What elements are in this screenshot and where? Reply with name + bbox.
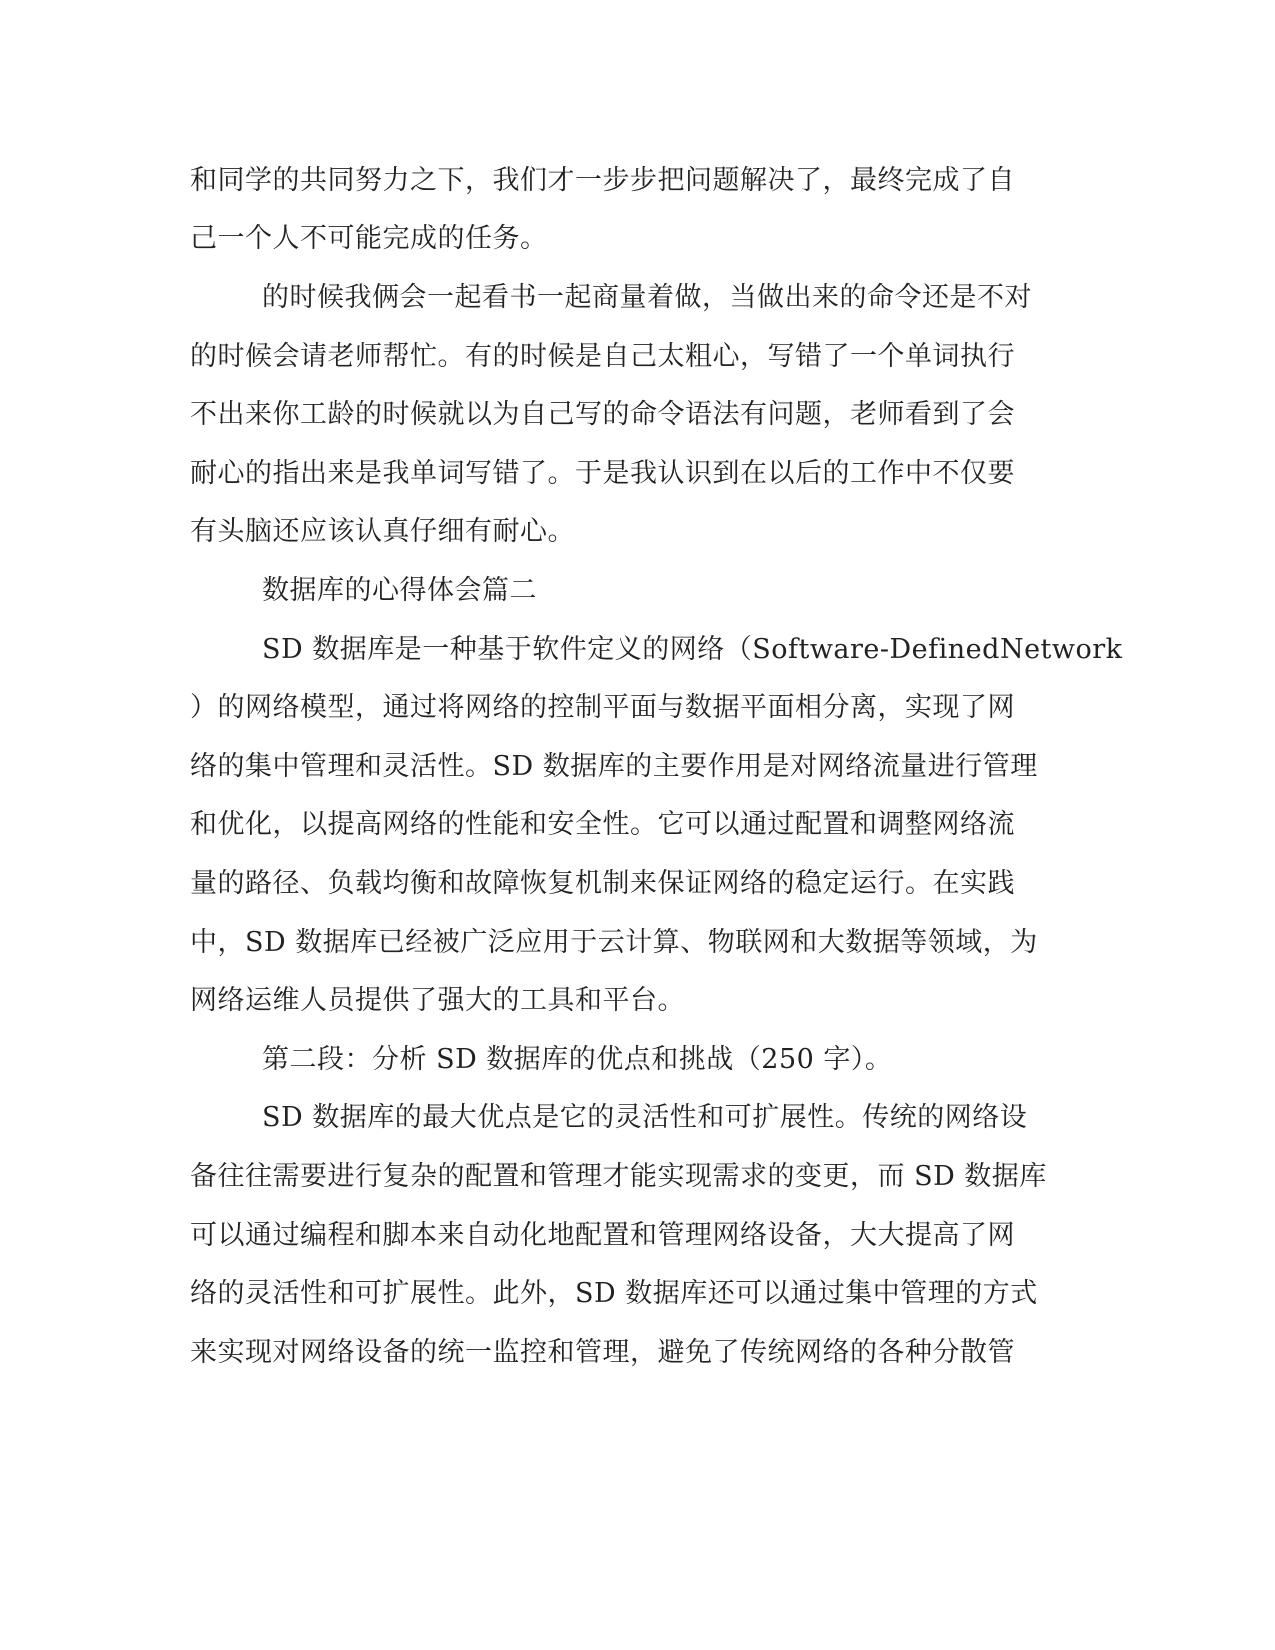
text-line: 来实现对网络设备的统一监控和管理，避免了传统网络的各种分散管 xyxy=(190,1337,1015,1368)
text-line: 的时候我俩会一起看书一起商量着做，当做出来的命令还是不对 xyxy=(262,282,1032,313)
text-line: SD 数据库的最大优点是它的灵活性和可扩展性。传统的网络设 xyxy=(262,1102,1028,1133)
text-line: 和同学的共同努力之下，我们才一步步把问题解决了，最终完成了自 xyxy=(190,165,1015,196)
text-line: 络的灵活性和可扩展性。此外，SD 数据库还可以通过集中管理的方式 xyxy=(190,1278,1038,1309)
text-line: 中，SD 数据库已经被广泛应用于云计算、物联网和大数据等领域，为 xyxy=(190,927,1038,958)
text-line: 有头脑还应该认真仔细有耐心。 xyxy=(190,516,575,547)
text-line: 的时候会请老师帮忙。有的时候是自己太粗心，写错了一个单词执行 xyxy=(190,341,1015,372)
section-heading: 第二段：分析 SD 数据库的优点和挑战（250 字）。 xyxy=(262,1044,893,1075)
text-line: 络的集中管理和灵活性。SD 数据库的主要作用是对网络流量进行管理 xyxy=(190,751,1038,782)
text-line: 网络运维人员提供了强大的工具和平台。 xyxy=(190,985,685,1016)
text-line: 和优化，以提高网络的性能和安全性。它可以通过配置和调整网络流 xyxy=(190,809,1015,840)
text-line: 耐心的指出来是我单词写错了。于是我认识到在以后的工作中不仅要 xyxy=(190,458,1015,489)
text-line: 己一个人不可能完成的任务。 xyxy=(190,223,548,254)
text-line: 量的路径、负载均衡和故障恢复机制来保证网络的稳定运行。在实践 xyxy=(190,868,1015,899)
text-line: 备往往需要进行复杂的配置和管理才能实现需求的变更，而 SD 数据库 xyxy=(190,1161,1047,1192)
text-line: ）的网络模型，通过将网络的控制平面与数据平面相分离，实现了网 xyxy=(190,692,1015,723)
text-line: SD 数据库是一种基于软件定义的网络（Software-DefinedNetwork xyxy=(262,634,1123,665)
text-line: 不出来你工龄的时候就以为自己写的命令语法有问题，老师看到了会 xyxy=(190,399,1015,430)
section-heading: 数据库的心得体会篇二 xyxy=(262,575,537,606)
text-line: 可以通过编程和脚本来自动化地配置和管理网络设备，大大提高了网 xyxy=(190,1220,1015,1251)
